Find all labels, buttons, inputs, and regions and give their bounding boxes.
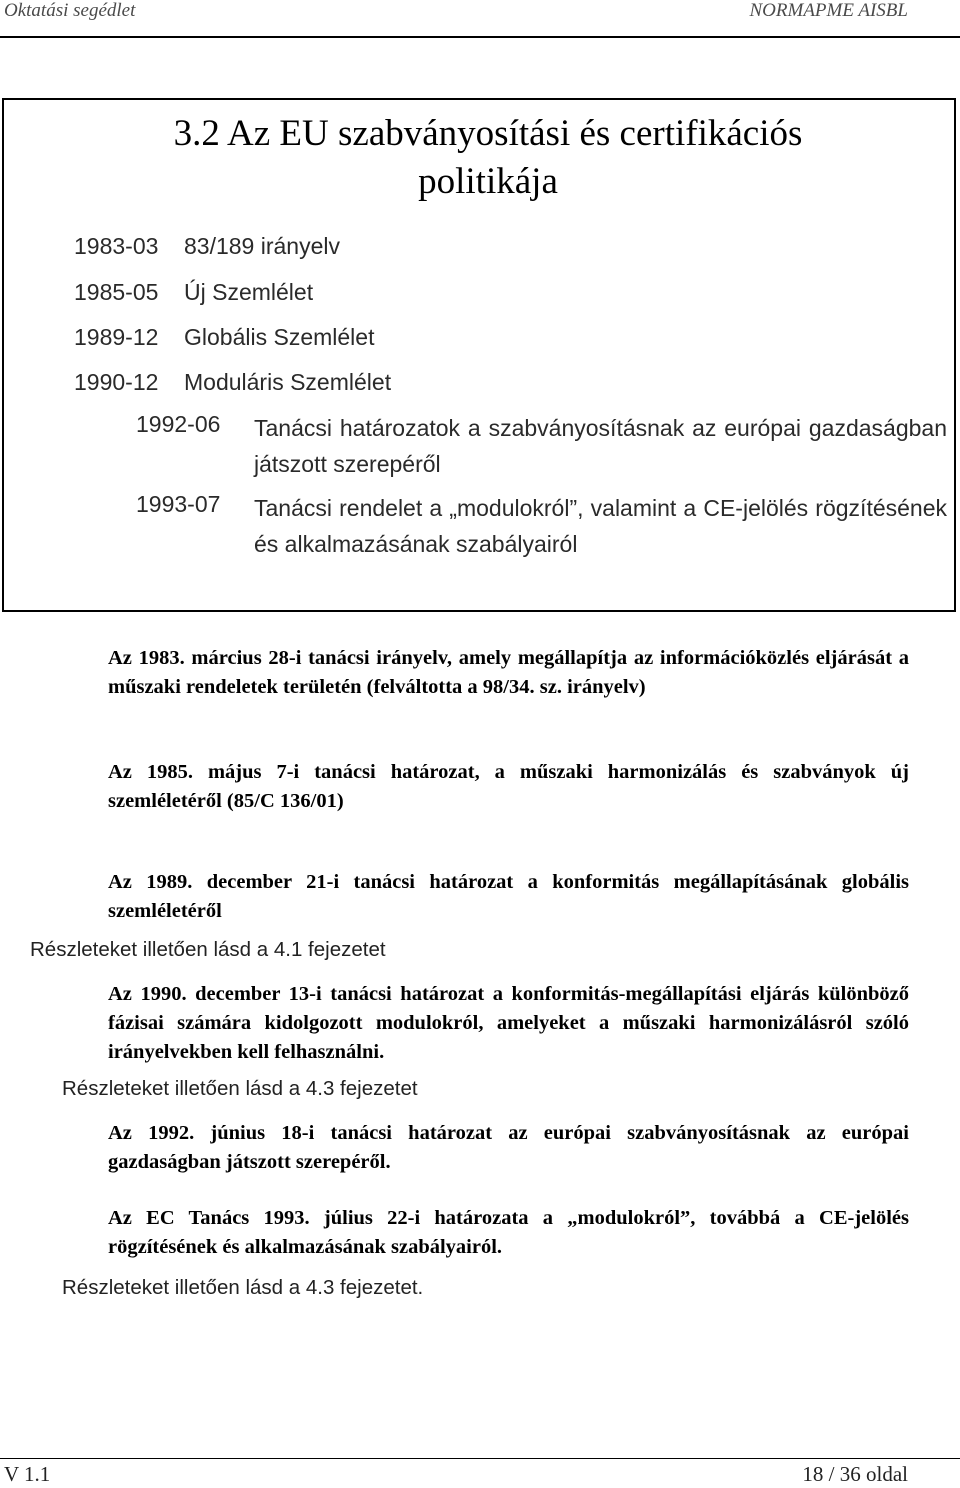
header-left: Oktatási segédlet	[4, 0, 136, 21]
timeline-date: 1990-12	[74, 369, 159, 395]
reference-note: Részleteket illetően lásd a 4.3 fejezetet	[62, 1077, 418, 1100]
timeline-text: 83/189 irányelv	[184, 233, 340, 259]
decision-paragraph: Az 1992. június 18-i tanácsi határozat az európai szabványosításnak az európai gazdaságban játszott szerepéről.	[108, 1122, 909, 1173]
section-title-line2: politikája	[418, 161, 558, 202]
header-rule	[0, 36, 960, 38]
timeline-text: Új Szemlélet	[184, 279, 314, 305]
timeline-item	[74, 232, 340, 260]
timeline-text: Globális Szemlélet	[184, 324, 375, 350]
decision-paragraph: Az 1983. március 28-i tanácsi irányelv, amely megállapítja az információközlés eljárását a műszaki rendeletek területén (felváltotta a 98/34. sz. irányelv)	[108, 647, 909, 698]
timeline-item-long	[136, 410, 947, 482]
footer-page-number: 18 / 36 oldal	[802, 1462, 908, 1486]
section-title-line1: 3.2 Az EU szabványosítási és certifikációs	[173, 113, 803, 154]
reference-note: Részleteket illetően lásd a 4.3 fejezetet.	[62, 1276, 424, 1299]
timeline-text: Moduláris Szemlélet	[184, 369, 392, 395]
decision-paragraph: Az 1989. december 21-i tanácsi határozat a konformitás megállapításának globális szemléletéről	[108, 871, 909, 922]
decision-paragraph: Az EC Tanács 1993. július 22-i határozata a „modulokról”, továbbá a CE-jelölés rögzítésének és alkalmazásának szabályairól.	[108, 1207, 909, 1258]
timeline-item	[74, 323, 374, 351]
decision-paragraph: Az 1985. május 7-i tanácsi határozat, a műszaki harmonizálás és szabványok új szemléletéről (85/C 136/01)	[108, 761, 909, 812]
reference-note: Részleteket illetően lásd a 4.1 fejezetet	[30, 938, 386, 961]
timeline-date: 1983-03	[74, 233, 159, 259]
timeline-item	[74, 368, 391, 396]
timeline-date: 1993-07	[136, 491, 221, 517]
timeline-item-long	[136, 490, 947, 562]
timeline-date: 1992-06	[136, 411, 221, 437]
timeline-date: 1989-12	[74, 324, 159, 350]
section-title	[108, 110, 868, 206]
timeline-date: 1985-05	[74, 279, 159, 305]
footer-rule	[0, 1458, 960, 1459]
timeline-item	[74, 278, 313, 306]
decision-paragraph: Az 1990. december 13-i tanácsi határozat a konformitás-megállapítási eljárás különböző fázisai számára kidolgozott modulokról, amelyeket a műszaki harmonizálásról szóló irányelvekben kell felhasználni.	[108, 983, 909, 1063]
header-right: NORMAPME AISBL	[749, 0, 908, 21]
footer-version: V 1.1	[4, 1462, 51, 1486]
timeline-text: Tanácsi rendelet a „modulokról”, valamint a CE-jelölés rögzítésének és alkalmazásának szabályairól	[254, 495, 947, 557]
timeline-text: Tanácsi határozatok a szabványosításnak az európai gazdaságban játszott szerepéről	[254, 415, 947, 477]
